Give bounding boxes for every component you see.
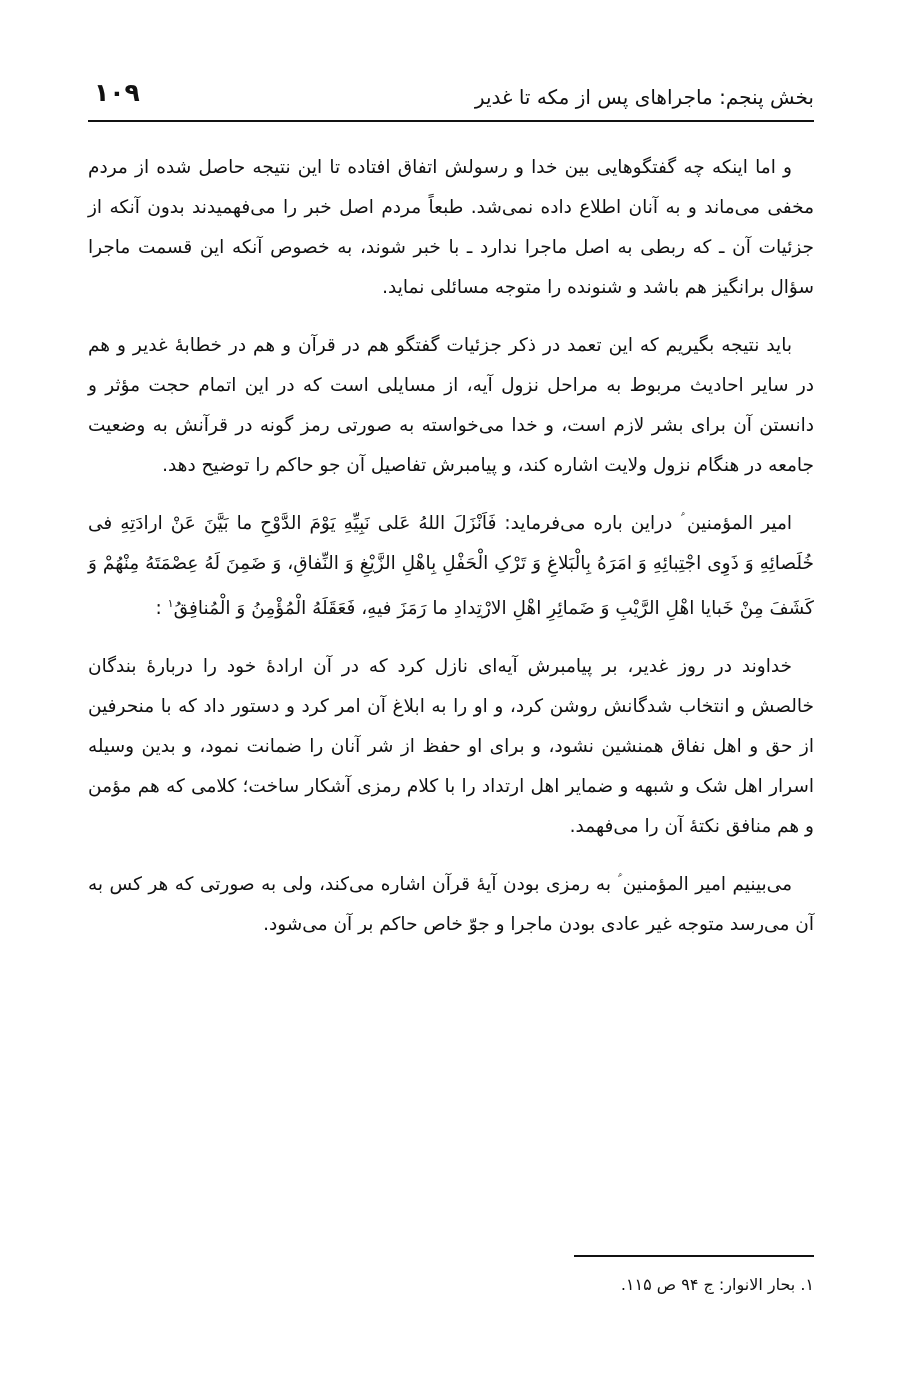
book-page (88, 60, 814, 1340)
paragraph-5: می‌بینیم امیر المؤمنین ؑ به رمزی بودن آیهٔ قرآن اشاره می‌کند، ولی به صورتی که هر کس به آن می‌رسد متوجه غیر عادی بودن ماجرا و جوّ خاص حاکم بر آن می‌شود. (88, 874, 814, 936)
paragraph-3-quote: امیر المؤمنین ؑ دراین باره می‌فرماید: فَاَنْزَلَ اللهُ عَلی نَبِیِّهِ یَوْمَ الدَّوْحِ ما بَیَّنَ عَنْ ارادَتِهِ فی خُلَصائِهِ وَ ذَوِی اجْتِبائِهِ وَ امَرَهُ بِالْبَلاغِ وَ تَرْکِ الْحَفْلِ بِاهْلِ الزَّیْغِ وَ النِّفاقِ، وَ ضَمِنَ لَهُ عِصْمَتَهُ مِنْهُمْ وَ کَشَفَ مِنْ خَبایا اهْلِ الرَّیْبِ وَ ضَمائِرِ اهْلِ الارْتِدادِ ما رَمَزَ فیهِ، فَعَقَلَهُ الْمُؤْمِنُ وَ الْمُنافِقُ$^۱$ : (88, 513, 814, 620)
page-header (88, 70, 814, 122)
page-body (88, 148, 814, 963)
footnote-divider (574, 1255, 814, 1257)
paragraph-4: خداوند در روز غدیر، بر پیامبرش آیه‌ای نازل کرد که در آن ارادهٔ خود را دربارهٔ بندگان خالصش و انتخاب شدگانش روشن کرد، و او را به ابلاغ آن امر کرد و دستور داد که با منحرفین از حق و اهل نفاق همنشین نشود، و برای او حفظ از شر آنان را ضمانت نمود، و بدین وسیله اسرار اهل شک و شبهه و ضمایر اهل ارتداد را با کلام رمزی آشکار ساخت؛ کلامی که هم مؤمن و هم منافق نکتهٔ آن را می‌فهمد. (88, 656, 814, 838)
page-number: ۱۰۹ (94, 78, 140, 107)
quote-text: امیر المؤمنین ؑ دراین باره می‌فرماید: فَاَنْزَلَ اللهُ عَلی نَبِیِّهِ یَوْمَ الدَّوْحِ ما بَیَّنَ عَنْ ارادَتِهِ فی خُلَصائِهِ وَ ذَوِی اجْتِبائِهِ وَ امَرَهُ بِالْبَلاغِ وَ تَرْکِ الْحَفْلِ بِاهْلِ الزَّیْغِ وَ النِّفاقِ، وَ ضَمِنَ لَهُ عِصْمَتَهُ مِنْهُمْ وَ کَشَفَ مِنْ خَبایا اهْلِ الرَّیْبِ وَ ضَمائِرِ اهْلِ الارْتِدادِ ما رَمَزَ فیهِ، فَعَقَلَهُ الْمُؤْمِنُ وَ الْمُنافِقُ (88, 513, 814, 620)
chapter-title: بخش پنجم: ماجراهای پس از مکه تا غدیر (474, 85, 814, 109)
footnote: ۱. بحار الانوار: ج ۹۴ ص ۱۱۵. (620, 1275, 814, 1294)
paragraph-1: و اما اینکه چه گفتگوهایی بین خدا و رسولش اتفاق افتاده تا این نتیجه حاصل شده از مردم مخفی می‌ماند و به آنان اطلاع داده نمی‌شد. طبعاً مردم اصل خبر را می‌فهمیدند بدون آنکه از جزئیات آن ـ که ربطی به اصل ماجرا ندارد ـ با خبر شوند، به خصوص آنکه این قسمت ماجرا سؤال برانگیز هم باشد و شنونده را متوجه مسائلی نماید. (88, 157, 814, 298)
footnote-marker: ۱ (167, 597, 174, 610)
paragraph-2: باید نتیجه بگیریم که این تعمد در ذکر جزئیات گفتگو هم در قرآن و هم در خطابهٔ غدیر و هم در سایر احادیث مربوط به مراحل نزول آیه، از مسایلی است که در این اتمام حجت مؤثر و دانستن آن برای بشر لازم است، و خدا می‌خواسته به صورتی رمز گونه در قرآنش به وضعیت جامعه در هنگام نزول ولایت اشاره کند، و پیامبرش تفاصیل آن جو حاکم را توضیح دهد. (88, 335, 814, 476)
